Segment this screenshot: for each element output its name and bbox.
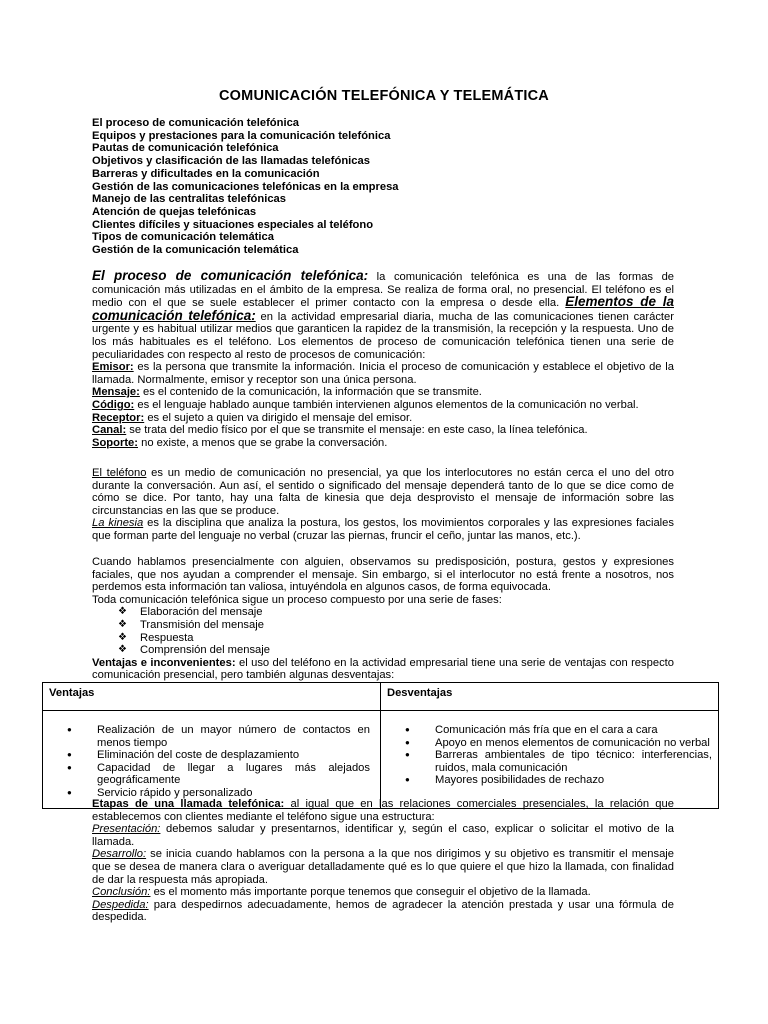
element-item [92,412,674,425]
element-desc: es el contenido de la comunicación, la información que se transmite. [139,386,482,399]
toc-item: Clientes difíciles y situaciones especiales al teléfono [92,218,374,231]
element-desc: no existe, a menos que se grabe la conversación. [138,436,388,449]
section-proceso [92,270,674,449]
list-item: ● Servicio rápido y personalizado [49,787,370,800]
toc-item: Tipos de comunicación telemática [92,231,274,244]
etapa-desc: se inicia cuando hablamos con la persona a la que nos dirigimos y su objetivo es transmitir el mensaje que se desea de manera clara o averiguar detalladamente qué es lo que quiere el que hizo la llamada, con finalidad de dar la respuesta más apropiada. [92,848,674,886]
etapa-item [92,823,674,848]
section-presencial [92,556,674,682]
element-desc: se trata del medio físico por el que se transmite el mensaje: en este caso, la línea telefónica. [126,424,588,437]
element-term: Receptor: [92,411,145,424]
intro-paragraph [92,270,674,361]
toc-item: Manejo de las centralitas telefónicas [92,193,286,206]
etapa-term: Conclusión: [92,886,151,899]
section-etapas [92,798,674,924]
toc-item: Equipos y prestaciones para la comunicación telefónica [92,129,391,142]
etapa-desc: es el momento más importante porque tenemos que conseguir el objetivo de la llamada. [150,886,591,899]
desventajas-list [387,724,712,787]
telefono-term: El teléfono [92,467,147,479]
element-item [92,437,674,450]
list-item: ● Capacidad de llegar a lugares más alejados geográficamente [49,762,370,787]
list-item: ❖ Transmisión del mensaje [118,619,674,632]
list-item: ❖ Comprensión del mensaje [118,644,674,657]
ventajas-list [49,724,370,800]
desventajas-cell [381,711,719,809]
paragraph-text: al igual que en las relaciones comerciales presenciales, la relación que establecemos con clientes mediante el teléfono sigue una estructura: [92,798,674,823]
ventajas-desventajas-table [42,682,719,809]
element-term: Canal: [92,424,127,437]
etapa-item [92,848,674,886]
table-header-row [43,683,719,711]
fases-intro: Toda comunicación telefónica sigue un proceso compuesto por una serie de fases: [92,593,502,606]
fases-list [92,606,674,656]
etapa-term: Presentación: [92,823,161,836]
etapas-paragraph [92,798,674,823]
table-header-desventajas: Desventajas [381,683,719,711]
toc-item: Pautas de comunicación telefónica [92,142,279,155]
element-desc: es el sujeto a quien va dirigido el mensaje del emisor. [144,411,413,424]
ventajas-term: Ventajas e inconvenientes: [92,656,236,669]
etapas-term: Etapas de una llamada telefónica: [92,798,285,810]
etapa-term: Desarrollo: [92,848,147,861]
table-header-ventajas: Ventajas [43,683,381,711]
ventajas-paragraph [92,657,674,682]
paragraph-text: el uso del teléfono en la actividad empresarial tiene una serie de ventajas con respecto comunicación presencial, pero también algunas desventajas: [92,656,674,682]
element-item [92,386,674,399]
paragraph-text: la comunicación telefónica es una de las formas de comunicación más utilizadas en el ámbito de la empresa. Se realiza de forma oral, no presencial. El teléfono es el medio con el que se suele establecer el primer contacto con la empresa o desde ella. [92,271,675,310]
toc-item: Objetivos y clasificación de las llamadas telefónicas [92,155,370,168]
section-heading: El proceso de comunicación telefónica: [92,268,369,283]
list-item: ● Realización de un mayor número de contactos en menos tiempo [49,724,370,749]
kinesia-term: La kinesia [92,517,144,530]
list-item: ● Comunicación más fría que en el cara a cara [387,724,712,737]
presencial-paragraph: Cuando hablamos presencialmente con alguien, observamos su predisposición, postura, gestos y expresiones faciales, que nos ayudan a comprender el mensaje. Sin embargo, si el interlocutor no está frente a nosotros, nos perdemos esta información tan valiosa, intuyéndola en algunos casos, de forma equivocada. [92,556,674,594]
element-desc: es la persona que transmite la información. Inicia el proceso de comunicación y establece el objetivo de la llamada. Normalmente, emisor y receptor son una única persona. [92,361,674,386]
etapa-desc: debemos saludar y presentarnos, identificar y, según el caso, explicar o solicitar el motivo de la llamada. [92,823,674,848]
list-item: ● Apoyo en menos elementos de comunicación no verbal [387,737,712,750]
kinesia-paragraph [92,517,674,542]
toc-item: Gestión de la comunicación telemática [92,244,299,257]
table-row [43,711,719,809]
list-item: ● Eliminación del coste de desplazamiento [49,749,370,762]
element-item [92,399,674,412]
element-desc: es el lenguaje hablado aunque también intervienen algunos elementos de la comunicación no verbal. [134,398,639,411]
document-title: COMUNICACIÓN TELEFÓNICA Y TELEMÁTICA [219,88,549,104]
list-item: ● Mayores posibilidades de rechazo [387,774,712,787]
element-term: Soporte: [92,436,138,449]
list-item: ● Barreras ambientales de tipo técnico: interferencias, ruidos, mala comunicación [387,749,712,774]
paragraph-text: en la actividad empresarial diaria, mucha de las comunicaciones tienen carácter urgente y es habitual utilizar medios que garanticen la rapidez de la transmisión, la recepción y la respuesta. Uno de los más habituales es el teléfono. Los elementos de proceso de comunicación telefónica tienen una serie de peculiaridades con respecto al resto de procesos de comunicación: [92,310,674,361]
element-item [92,424,674,437]
telefono-paragraph [92,467,674,517]
etapa-item [92,899,674,924]
section-telefono [92,467,674,543]
list-item: ❖ Respuesta [118,632,674,645]
toc-item: Gestión de las comunicaciones telefónicas en la empresa [92,180,399,193]
ventajas-cell [43,711,381,809]
toc-item: Atención de quejas telefónicas [92,205,257,218]
paragraph-text: es un medio de comunicación no presencial, ya que los interlocutores no están cerca el uno del otro durante la conversación. Aun así, el sentido o significado del mensaje dependerá tanto de lo que se dice como de cómo se dice. Por tanto, hay una falta de kinesia que deja desprovisto el mensaje de información sobre las circunstancias en las que se produce. [92,467,674,517]
element-item [92,361,674,386]
list-item: ❖ Elaboración del mensaje [118,606,674,619]
section-heading: Elementos de la comunicación telefónica: [92,294,674,323]
toc-item: El proceso de comunicación telefónica [92,117,300,129]
toc-item: Barreras y dificultades en la comunicación [92,167,320,180]
element-term: Emisor: [92,361,134,374]
etapa-term: Despedida: [92,898,149,911]
etapa-desc: para despedirnos adecuadamente, hemos de agradecer la atención prestada y usar una fórmula de despedida. [92,898,674,924]
paragraph-text: es la disciplina que analiza la postura, los gestos, los movimientos corporales y las expresiones faciales que forman parte del lenguaje no verbal (cruzar las piernas, fruncir el ceño, juntar las manos, etc.). [92,517,674,542]
element-term: Mensaje: [92,386,140,399]
etapa-item [92,886,674,899]
element-term: Código: [92,398,135,411]
table-of-contents [92,117,692,257]
